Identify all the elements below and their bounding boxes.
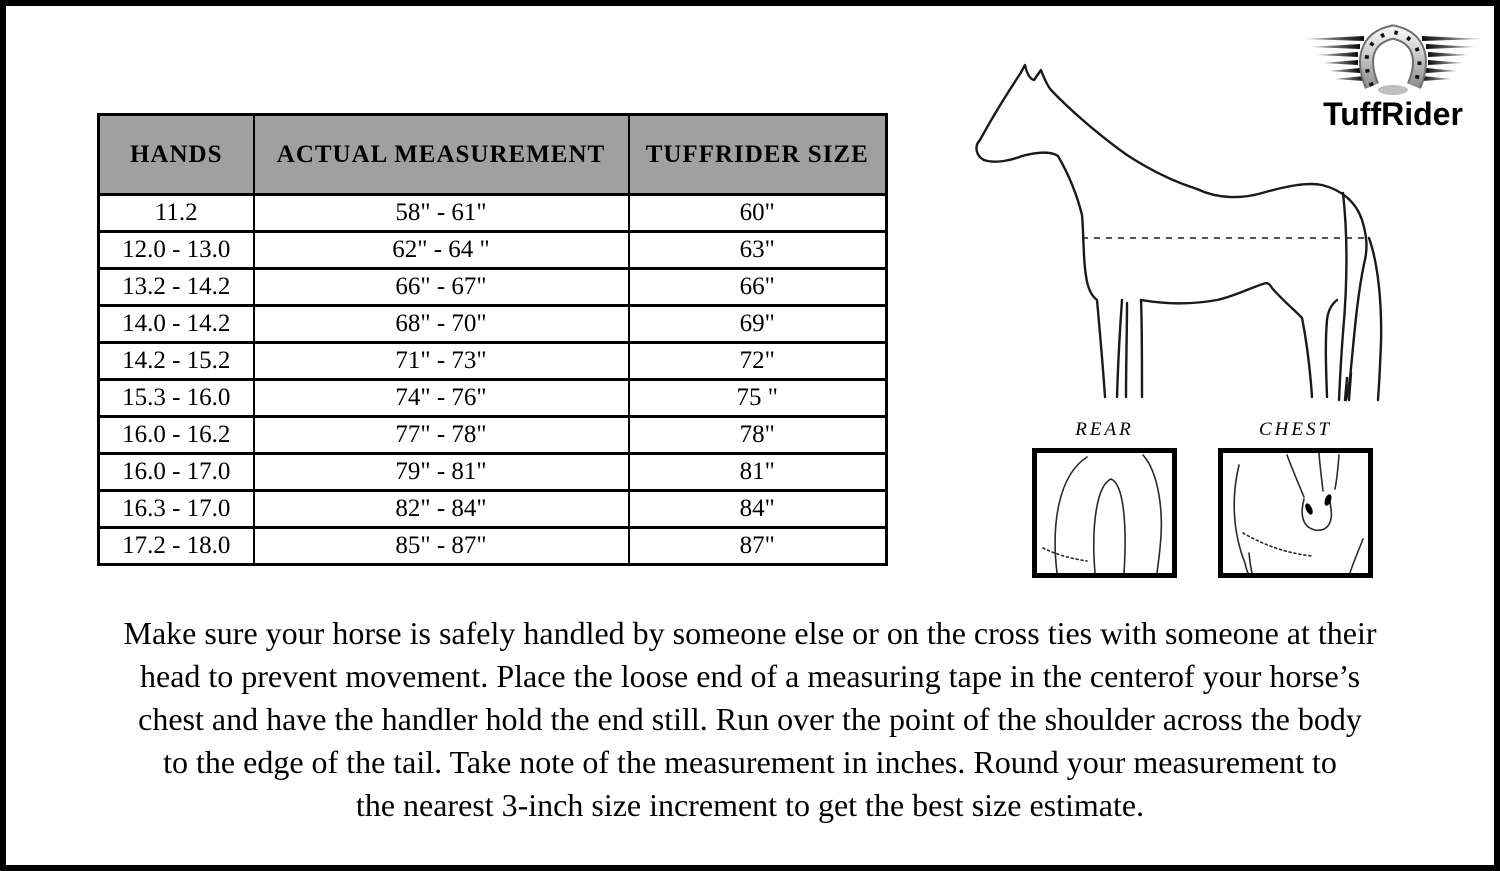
rear-diagram bbox=[1032, 418, 1177, 578]
horse-chest-view-icon bbox=[1223, 453, 1368, 573]
table-row bbox=[99, 306, 887, 343]
cell-size: 81" bbox=[629, 454, 887, 491]
instructions-line: to the edge of the tail. Take note of the measurement in inches. Round your measurement to bbox=[163, 744, 1337, 780]
cell-hands: 15.3 - 16.0 bbox=[99, 380, 254, 417]
table-row bbox=[99, 269, 887, 306]
table-row bbox=[99, 491, 887, 528]
cell-measurement: 79" - 81" bbox=[254, 454, 629, 491]
cell-size: 69" bbox=[629, 306, 887, 343]
cell-hands: 11.2 bbox=[99, 195, 254, 232]
cell-hands: 14.2 - 15.2 bbox=[99, 343, 254, 380]
cell-measurement: 71" - 73" bbox=[254, 343, 629, 380]
cell-hands: 17.2 - 18.0 bbox=[99, 528, 254, 565]
size-chart-table bbox=[97, 113, 888, 566]
instructions-line: head to prevent movement. Place the loose end of a measuring tape in the centerof your horse’s bbox=[139, 658, 1361, 694]
table-row bbox=[99, 417, 887, 454]
instructions-line: the nearest 3-inch size increment to get the best size estimate. bbox=[355, 787, 1145, 823]
table-row bbox=[99, 528, 887, 565]
cell-measurement: 62" - 64 " bbox=[254, 232, 629, 269]
cell-size: 84" bbox=[629, 491, 887, 528]
cell-hands: 14.0 - 14.2 bbox=[99, 306, 254, 343]
table-row bbox=[99, 454, 887, 491]
cell-measurement: 68" - 70" bbox=[254, 306, 629, 343]
horseshoe-wings-icon bbox=[1298, 12, 1488, 98]
cell-hands: 12.0 - 13.0 bbox=[99, 232, 254, 269]
cell-measurement: 58" - 61" bbox=[254, 195, 629, 232]
cell-size: 66" bbox=[629, 269, 887, 306]
measuring-instructions bbox=[30, 612, 1470, 827]
cell-measurement: 85" - 87" bbox=[254, 528, 629, 565]
brand-name: TuffRider bbox=[1323, 96, 1463, 132]
chest-label: CHEST bbox=[1258, 419, 1333, 440]
cell-hands: 13.2 - 14.2 bbox=[99, 269, 254, 306]
table-row bbox=[99, 343, 887, 380]
instructions-line: chest and have the handler hold the end still. Run over the point of the shoulder across the body bbox=[138, 701, 1362, 737]
col-header-hands: HANDS bbox=[99, 115, 254, 195]
col-header-tuffrider-size: TUFFRIDER SIZE bbox=[629, 115, 887, 195]
col-header-actual-measurement: ACTUAL MEASUREMENT bbox=[254, 115, 629, 195]
cell-size: 60" bbox=[629, 195, 887, 232]
cell-hands: 16.3 - 17.0 bbox=[99, 491, 254, 528]
cell-size: 63" bbox=[629, 232, 887, 269]
horse-rear-view-icon bbox=[1037, 453, 1172, 573]
cell-hands: 16.0 - 17.0 bbox=[99, 454, 254, 491]
cell-size: 78" bbox=[629, 417, 887, 454]
table-row bbox=[99, 195, 887, 232]
table-row bbox=[99, 232, 887, 269]
cell-hands: 16.0 - 16.2 bbox=[99, 417, 254, 454]
chest-diagram bbox=[1218, 418, 1373, 578]
cell-measurement: 74" - 76" bbox=[254, 380, 629, 417]
chest-diagram-box bbox=[1218, 448, 1373, 578]
cell-size: 87" bbox=[629, 528, 887, 565]
rear-label: REAR bbox=[1075, 419, 1134, 440]
cell-size: 75 " bbox=[629, 380, 887, 417]
instructions-line: Make sure your horse is safely handled by someone else or on the cross ties with someone at their bbox=[123, 615, 1377, 651]
cell-measurement: 66" - 67" bbox=[254, 269, 629, 306]
tuffrider-logo bbox=[1298, 12, 1488, 130]
cell-measurement: 77" - 78" bbox=[254, 417, 629, 454]
rear-diagram-box bbox=[1032, 448, 1177, 578]
cell-size: 72" bbox=[629, 343, 887, 380]
table-header-row bbox=[99, 115, 887, 195]
cell-measurement: 82" - 84" bbox=[254, 491, 629, 528]
table-row bbox=[99, 380, 887, 417]
